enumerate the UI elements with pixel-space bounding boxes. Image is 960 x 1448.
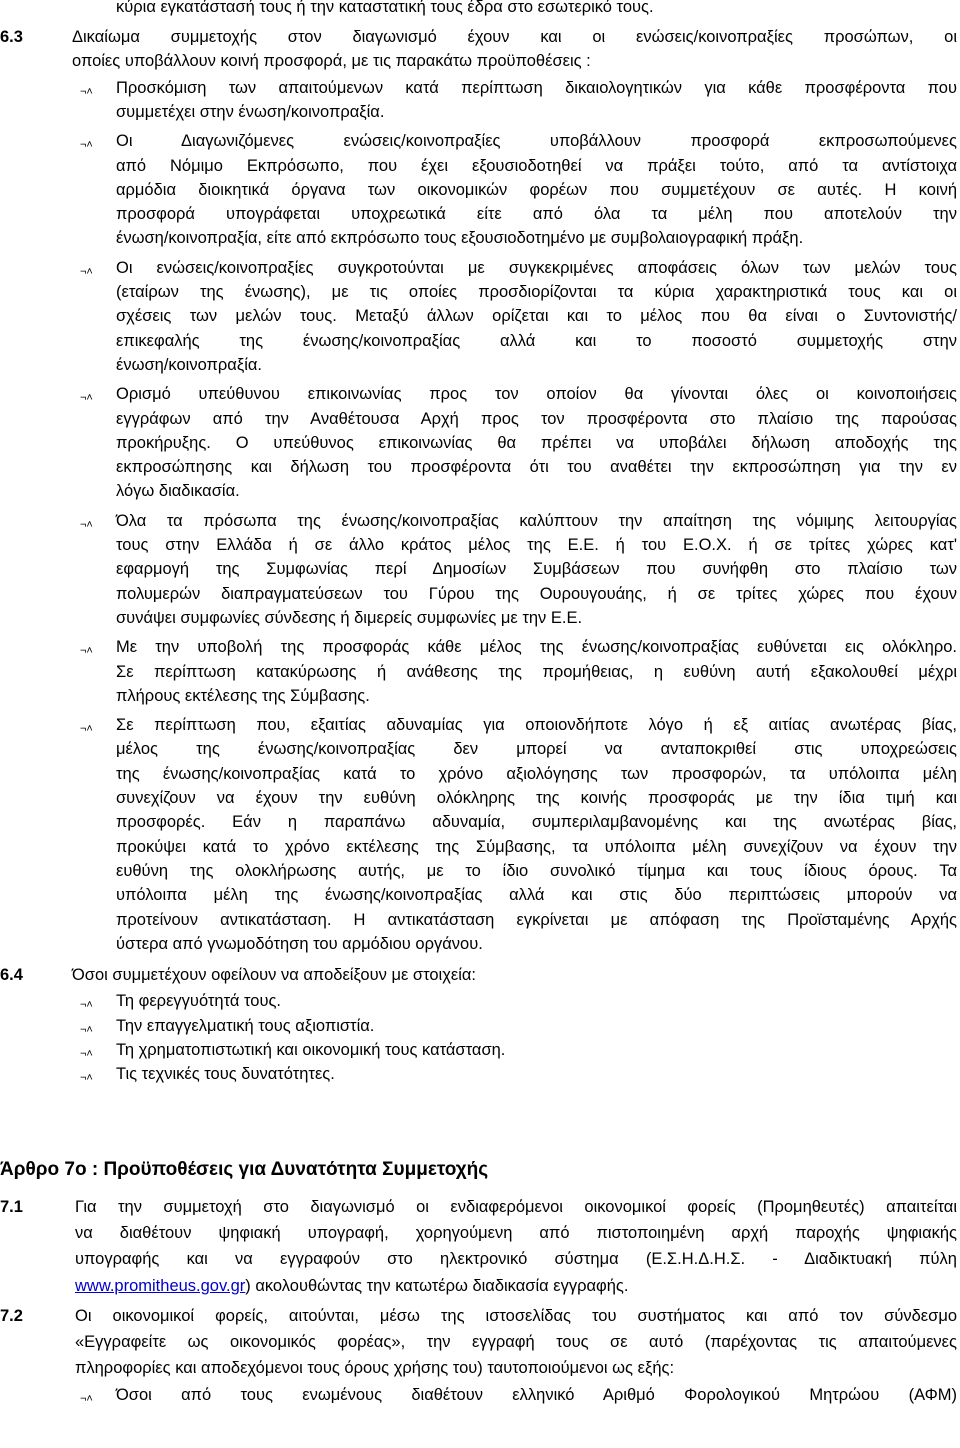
list-item-line: Τη χρηματοπιστωτική και οικονομική τους κατάσταση. bbox=[116, 1041, 506, 1059]
section-number: 7.1 bbox=[0, 1197, 23, 1216]
list-item-line: ύστερα από γνωμοδότηση του αρμόδιου οργάνου. bbox=[116, 934, 483, 953]
bullet-icon: ¬˄ bbox=[80, 1392, 93, 1405]
bullet-icon: ¬˄ bbox=[80, 1023, 93, 1036]
paragraph-line: να διαθέτουν ψηφιακή υπογραφή, χορηγούμενη από πιστοποιημένη αρχή παροχής ψηφιακής bbox=[75, 1223, 957, 1242]
list-item-line: Σε περίπτωση που, εξαιτίας αδυναμίας για οποιονδήποτε λόγο ή εξ αιτίας ανωτέρας βίας, bbox=[116, 716, 957, 735]
article-heading: Άρθρο 7ο : Προϋποθέσεις για Δυνατότητα Συμμετοχής bbox=[0, 1158, 489, 1180]
list-item-line: προκήρυξης. Ο υπεύθυνος επικοινωνίας θα πρέπει να υποβάλει δήλωση αποδοχής της bbox=[116, 433, 957, 452]
list-item-line: υπόλοιπα μέλη της ένωσης/κοινοπραξίας αλλά και στις δύο περιπτώσεις μπορούν να bbox=[116, 886, 957, 905]
list-item-line: προτείνουν αντικατάσταση. Η αντικατάσταση εγκρίνεται με απόφαση της Προϊσταμένης Αρχής bbox=[116, 910, 957, 929]
list-item-line: ένωση/κοινοπραξία, είτε από εκπρόσωπο τους εξουσιοδοτημένο με συμβολαιογραφική πράξη. bbox=[116, 229, 804, 248]
paragraph-line: πληροφορίες και αποδεχόμενοι τους όρους χρήσης του) ταυτοποιούμενοι ως εξής: bbox=[75, 1359, 675, 1378]
list-item-line: εφαρμογή της Συμφωνίας περί Δημοσίων Συμβάσεων που συνήφθη στο πλαίσιο των bbox=[116, 560, 957, 579]
list-item-line: Ορισμό υπεύθυνου επικοινωνίας προς τον οποίον θα γίνονται όλες οι κοινοποιήσεις bbox=[116, 385, 957, 404]
list-item-line: Οι ενώσεις/κοινοπραξίες συγκροτούνται με συγκεκριμένες αποφάσεις όλων των μελών τους bbox=[116, 258, 957, 277]
list-item-line: Τις τεχνικές τους δυνατότητες. bbox=[116, 1065, 335, 1084]
section-number: 6.4 bbox=[0, 966, 23, 985]
paragraph-line: Για την συμμετοχή στο διαγωνισμό οι ενδιαφερόμενοι οικονομικοί φορείς (Προμηθευτές) απαιτείται bbox=[75, 1197, 957, 1216]
list-item-line: (εταίρων της ένωσης), με τις οποίες προσδιορίζονται τα κύρια χαρακτηριστικά τους και οι bbox=[116, 283, 957, 301]
bullet-icon: ¬˄ bbox=[80, 1048, 93, 1060]
paragraph-line: Δικαίωμα συμμετοχής στον διαγωνισμό έχουν και οι ενώσεις/κοινοπραξίες προσώπων, οι bbox=[72, 28, 957, 46]
list-item-line: προκύψει κατά το χρόνο εκτέλεσης της Σύμβασης, τα υπόλοιπα μέλη συνεχίζουν να έχουν την bbox=[116, 837, 957, 856]
list-item-line: σχέσεις των μελών τους. Μεταξύ άλλων ορίζεται και το μέλος που θα είναι ο Συντονιστής/ bbox=[116, 307, 957, 326]
bullet-icon: ¬˄ bbox=[80, 645, 93, 658]
list-item-line: Τη φερεγγυότητά τους. bbox=[116, 992, 282, 1011]
list-item-line: Την επαγγελματική τους αξιοπιστία. bbox=[116, 1016, 375, 1035]
link-trailing-text: ) ακολουθώντας την κατωτέρω διαδικασία εγγραφής. bbox=[245, 1276, 629, 1295]
paragraph-line: κύρια εγκατάστασή τους ή την καταστατική τους έδρα στο εσωτερικό τους. bbox=[116, 0, 654, 16]
list-item-line: Όσοι από τους ενωμένους διαθέτουν ελληνικό Αριθμό Φορολογικού Μητρώου (ΑΦΜ) bbox=[116, 1385, 957, 1404]
list-item-line: Σε περίπτωση κατακύρωσης ή ανάθεσης της προμήθειας, η ευθύνη αυτή εξακολουθεί μέχρι bbox=[116, 662, 957, 681]
section-number: 6.3 bbox=[0, 28, 23, 46]
list-item-line: Προσκόμιση των απαιτούμενων κατά περίπτωση δικαιολογητικών για κάθε προσφέροντα που bbox=[116, 78, 957, 97]
list-item-line: ευθύνη της ολοκλήρωσης αυτής, με το ίδιο συνολικό τίμημα και τους ίδιους όρους. Τα bbox=[116, 861, 957, 880]
section-number: 7.2 bbox=[0, 1306, 23, 1325]
list-item-line: από Νόμιμο Εκπρόσωπο, που έχει εξουσιοδοτηθεί να πράξει τούτο, από τα αντίστοιχα bbox=[116, 156, 957, 175]
list-item-line: επικεφαλής της ένωσης/κοινοπραξίας αλλά και το ποσοστό συμμετοχής στην bbox=[116, 331, 957, 350]
list-item-line: τους στην Ελλάδα ή σε άλλο κράτος μέλος της Ε.Ε. ή του Ε.Ο.Χ. ή σε τρίτες χώρες κατ' bbox=[116, 536, 957, 554]
bullet-icon: ¬˄ bbox=[80, 85, 93, 98]
list-item-line: συμμετέχει στην ένωση/κοινοπραξία. bbox=[116, 102, 385, 121]
paragraph-line bbox=[75, 1274, 628, 1298]
list-item-line: Όλα τα πρόσωπα της ένωσης/κοινοπραξίας καλύπτουν την απαίτηση της νόμιμης λειτουργίας bbox=[116, 511, 957, 530]
bullet-icon: ¬˄ bbox=[80, 723, 93, 736]
list-item-line: πλήρους εκτέλεσης της Σύμβασης. bbox=[116, 686, 370, 705]
list-item-line: της ένωσης/κοινοπραξίας κατά το χρόνο αξιολόγησης των προσφορών, τα υπόλοιπα μέλη bbox=[116, 764, 957, 783]
paragraph-line: οποίες υποβάλλουν κοινή προσφορά, με τις παρακάτω προϋποθέσεις : bbox=[72, 52, 591, 71]
bullet-icon: ¬˄ bbox=[80, 139, 93, 152]
list-item-line: εγγράφων από την Αναθέτουσα Αρχή προς τον προσφέροντα στο πλαίσιο της παρούσας bbox=[116, 409, 957, 428]
list-item-line: λόγω διαδικασία. bbox=[116, 482, 240, 501]
bullet-icon: ¬˄ bbox=[80, 1072, 93, 1085]
list-item-line: προσφορές. Εάν η παραπάνω αδυναμία, συμπεριλαμβανομένης και της ανωτέρας βίας, bbox=[116, 813, 957, 832]
bullet-icon: ¬˄ bbox=[80, 392, 93, 405]
paragraph-line: υπογραφής και να εγγραφούν στο ηλεκτρονικό σύστημα (Ε.Σ.Η.Δ.Η.Σ. - Διαδικτυακή πύλη bbox=[75, 1250, 957, 1269]
paragraph-line: Οι οικονομικοί φορείς, αιτούνται, μέσω της ιστοσελίδας του συστήματος και από τον σύνδεσμο bbox=[75, 1306, 957, 1325]
paragraph-line: Όσοι συμμετέχουν οφείλουν να αποδείξουν με στοιχεία: bbox=[72, 966, 477, 985]
list-item-line: εκπροσώπησης και δήλωση του προσφέροντα ότι του αναθέτει την εκπροσώπηση για την εν bbox=[116, 458, 957, 477]
bullet-icon: ¬˄ bbox=[80, 265, 93, 278]
bullet-icon: ¬˄ bbox=[80, 999, 93, 1012]
bullet-icon: ¬˄ bbox=[80, 518, 93, 531]
promitheus-link[interactable]: www.promitheus.gov.gr bbox=[75, 1276, 246, 1295]
list-item-line: συνεχίζουν να έχουν την ευθύνη ολόκληρης της κοινής προσφοράς με την ίδια τιμή και bbox=[116, 789, 957, 807]
list-item-line: ένωση/κοινοπραξία. bbox=[116, 355, 263, 374]
list-item-line: αρμόδια διοικητικά όργανα των οικονομικών φορέων που συμμετέχουν σε αυτές. Η κοινή bbox=[116, 180, 957, 199]
list-item-line: πολυμερών διαπραγματεύσεων του Γύρου της Ουρουγουάης, ή σε τρίτες χώρες που έχουν bbox=[116, 584, 957, 603]
paragraph-line: «Εγγραφείτε ως οικονομικός φορέας», την εγγραφή τους σε αυτό (παρέχοντας τις απαιτούμενες bbox=[75, 1333, 957, 1352]
list-item-line: συνάψει συμφωνίες σύνδεσης ή διμερείς συμφωνίες με την Ε.Ε. bbox=[116, 608, 583, 627]
list-item-line: Οι Διαγωνιζόμενες ενώσεις/κοινοπραξίες υποβάλλουν προσφορά εκπροσωπούμενες bbox=[116, 132, 957, 151]
list-item-line: Με την υποβολή της προσφοράς κάθε μέλος της ένωσης/κοινοπραξίας ευθύνεται εις ολόκληρο. bbox=[116, 638, 957, 657]
list-item-line: μέλος της ένωσης/κοινοπραξίας δεν μπορεί να ανταποκριθεί στις υποχρεώσεις bbox=[116, 740, 957, 759]
list-item-line: προσφορά υπογράφεται υποχρεωτικά είτε από όλα τα μέλη που αποτελούν την bbox=[116, 205, 957, 224]
